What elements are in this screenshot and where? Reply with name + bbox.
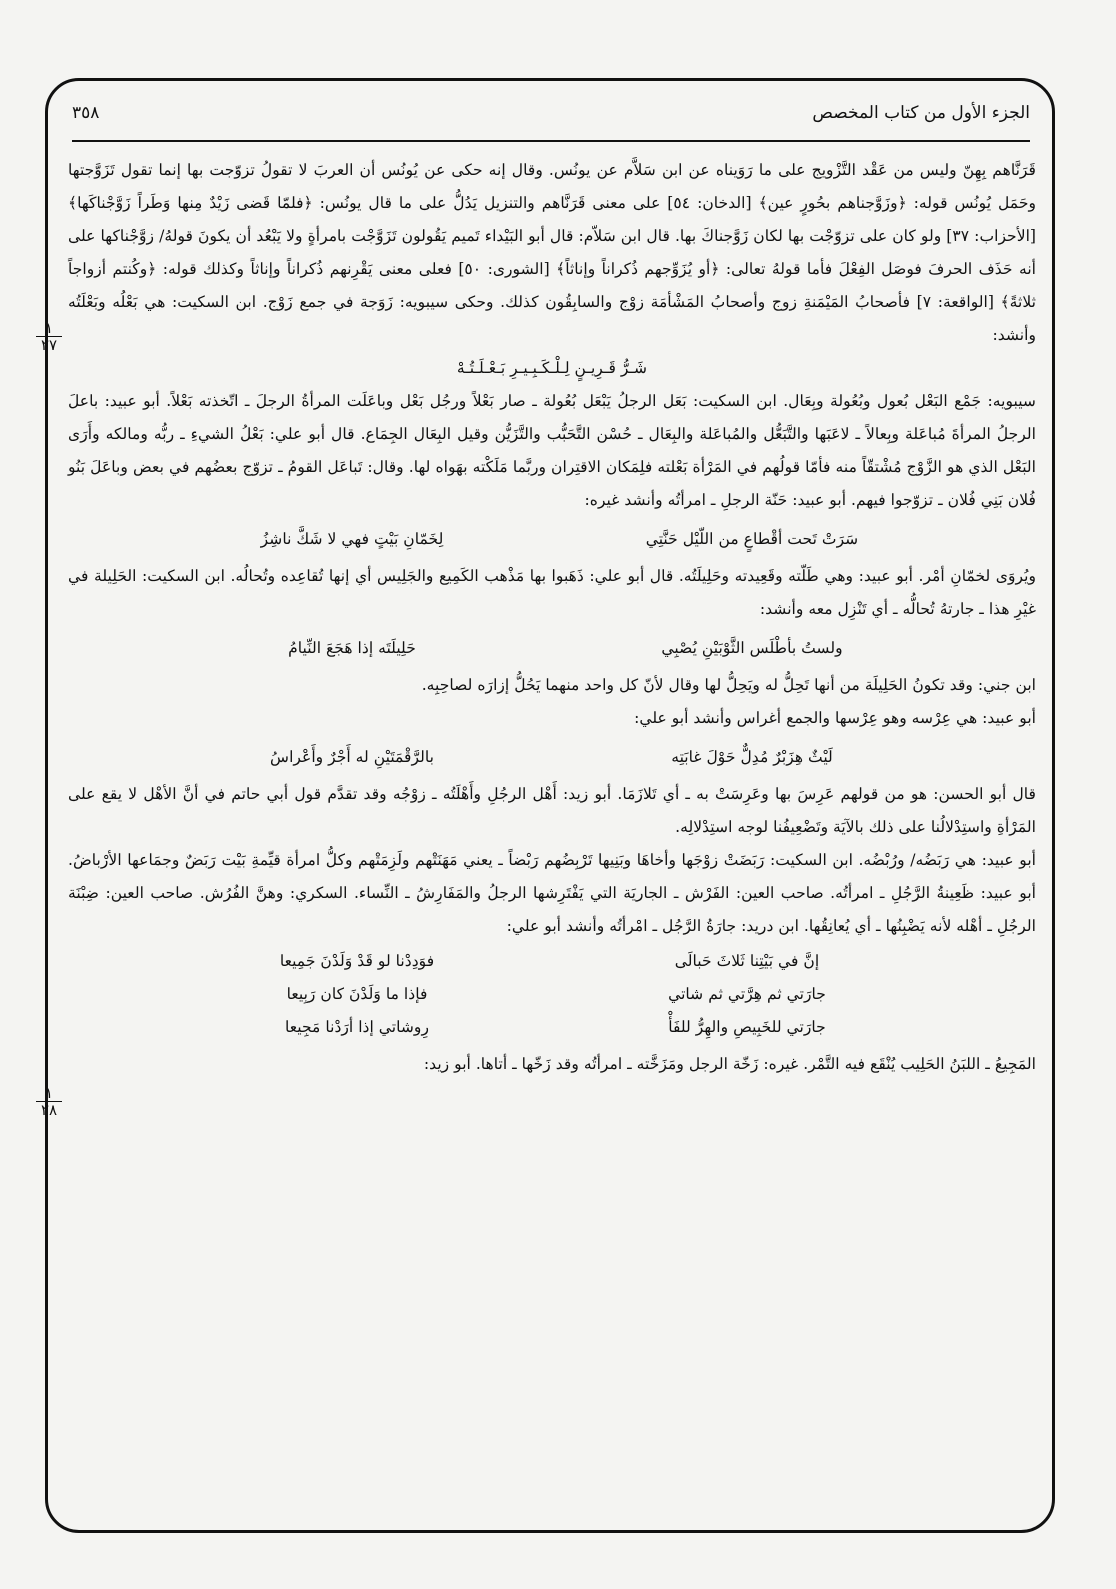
verse-couplet (68, 632, 1036, 665)
verse-line: شَـرُّ قَـرِيـنٍ لِـلْـكَـبِـيـرِ بَـعْـلَـتُـهْ (456, 359, 648, 377)
paragraph: أبو عبيد: هي عِرْسه وهو عِرْسها والجمع أغراس وأنشد أبو علي: (634, 709, 1036, 727)
verse-first-hemistich: جارَتي ثم هِرَّتي ثم شاتي (668, 985, 826, 1003)
verse-couplet (68, 978, 1036, 1011)
margin-folio-27: ١ ٢٧ (36, 320, 62, 353)
book-title: الجزء الأول من كتاب المخصص (812, 103, 1030, 123)
verse-first-hemistich: ولستُ بأطْلَس الثَّوْبَيْنِ يُصْبِي (661, 639, 843, 657)
verse-second-hemistich: فوَدِدْنا لو قَدْ وَلَدْنَ جَمِيعا (279, 952, 435, 970)
verse-second-hemistich: لِخَمّانِ بَيْتٍ فهي لا شَكَّ ناشِزُ (260, 530, 444, 548)
paragraph: ويُروَى لخمّانِ أمْر. أبو عبيد: وهي طَلّته وقَعِيدته وحَلِيلَتُه. قال أبو علي: ذَهَبوا بها مَذْهب الكَمِيع والجَلِيس أي إنها تُقاعِده وتُحالُه. ابن السكيت: الحَلِيلة في غيْرِ هذا ـ جارتهُ تُحالُّه ـ أي تَنْزِل معه وأنشد: (68, 567, 1036, 618)
verse-first-hemistich: إنَّ في بَيْتِنا ثَلاثَ حَبالَى (674, 952, 820, 970)
verse-first-hemistich: لَيْثٌ هِزَبْرٌ مُدِلٌّ حَوْلَ غابَتِه (671, 748, 833, 766)
verse-second-hemistich: فإذا ما وَلَدْنَ كان رَبِيعا (286, 985, 428, 1003)
page-header (72, 96, 1030, 130)
verse-second-hemistich: بالرَّقْمَتَيْنِ له أَجْرٌ وأَعْراسُ (270, 748, 434, 766)
verse-second-hemistich: حَلِيلَتَه إذا هَجَعَ النِّيامُ (288, 639, 416, 657)
paragraph: أبو عبيد: هي رَبَضُه/ ورُبْضُه. ابن السكيت: رَبَضَتْ زوْجَها وأخاهَا وبَنِيها تَرْبِضُهم رَبْضاً ـ يعني مَهَنَتْهم ولَزِمَتْهم وكلُّ امرأة قيِّمةِ بَيْت رَبَضٌ وجمَاعها الأرْباضُ. أبو عبيد: ظَعِينةُ الرَّجُلِ ـ امرأتُه. صاحب العين: الفَرْش ـ الجاريَة التي يَفْتَرِشها الرجلُ والمَفَارِشُ ـ النِّساء. السكري: وهنَّ الفُرُش. صاحب العين: ضِبْنَة الرجُلِ ـ أهْله لأنه يَضْبِنُها ـ أي يُعانِقُها. ابن دريد: جارَةُ الرَّجُل ـ امْرأتُه وأنشد أبو علي: (68, 851, 1036, 935)
verse-couplet (68, 741, 1036, 774)
verse-first-hemistich: سَرَتْ تَحت أقْطاعٍ من اللّيْل حَنَّتِي (645, 530, 859, 548)
paragraph: سيبويه: جَمْع البَعْل بُعول وبُعُولة وبِعَال. ابن السكيت: بَعَل الرجلُ يَبْعَل بُعُولة ـ صار بَعْلاً ورجُل بَعْل وباعَلَت المرأةُ الرجلَ ـ اتّخذته بَعْلاً. أبو عبيد: باعلَ الرجلُ المرأةَ مُباعَلة وبِعالاً ـ لاعَبَها والتَّبَعُّل والمُباعَلة والبِعَال ـ حُسْن التَّحَبُّب والتَّزَيُّن وقيل البِعَال الجِمَاع. قال أبو علي: بَعْلُ الشيءِ ـ ربُّه ومالكه وأَرَى البَعْل الذي هو الزَّوْج مُشْتقّاً منه فأمّا قولُهم في المَرْأة بَعْلته فلِمَكان الاقتِران وربَّما مَلَكْته بهَواه لها. وقال: تَباعَل القومُ ـ تزوّج بعضُهم في بعض وباعَلَ بَنُو فُلان بَنِي فُلان ـ تزوّجوا فيهم. أبو عبيد: حَنّة الرجلِ ـ امرأتُه وأنشد غيره: (68, 392, 1036, 509)
verse-couplet (68, 523, 1036, 556)
paragraph: قَرَنَّاهم بِهِنّ وليس من عَقْد التَّزْويج على ما رَوَيناه عن ابن سَلاَّم عن يونُس. وقال إنه حكى عن يُونُس أن العربَ لا تقولُ تزوّجت بها إنما تقول تَزَوَّجتها وحَمَل يُونُس قوله: ﴿وزَوَّجناهم بحُورٍ عين﴾ [الدخان: ٥٤] على معنى قَرَنَّاهم والتنزيل يَدُلُّ على ما قال يونُس: ﴿فلمّا قَضى زَيْدٌ مِنها وَطَراً زَوَّجْناكَها﴾ [الأحزاب: ٣٧] ولو كان على تزوّجْت بها لكان زَوَّجناكَ بها. قال ابن سَلاّم: قال أبو البَيْداء تَميم يَقُولون تَزَوَّجْت بامرأةٍ ولا يَبْعُد أن يكونَ قولهُ/ زوَّجْناكها على أنه حَذَف الحرفَ فوصَل الفِعْلَ فأما قولهُ تعالى: ﴿أو يُزَوِّجهم ذُكراناً وإناثاً﴾ [الشورى: ٥٠] فعلى معنى يَقْرِنهم ذُكراناً وإناثاً وكذلك قوله: ﴿وكُنتم أزواجاً ثلاثةً﴾ [الواقعة: ٧] فأصحابُ المَيْمَنةِ زوج وأصحابُ المَشْأمَة زوْج والسابِقُون كذلك. وحكى سيبويه: زَوَجة في جمع زَوْج. ابن السكيت: هي بَعْلُه وبَعْلَتُه وأنشد: (68, 161, 1037, 344)
verse-second-hemistich: رِوشاتي إذا أرَدْنا مَجِيعا (285, 1018, 429, 1036)
page-number: ٣٥٨ (72, 103, 100, 123)
page-body (68, 154, 1036, 1081)
verse-first-hemistich: جارَتي للخَبِيصِ والهِرُّ للفَأْ (668, 1018, 826, 1036)
verse-block (68, 945, 1036, 1044)
verse-couplet (68, 945, 1036, 978)
paragraph: قال أبو الحسن: هو من قولهم عَرِسَ بها وعَرِسَتْ به ـ أي تَلازَمَا. أبو زيد: أَهْل الرجُلِ وأَهْلَتُه ـ زوْجُه وقد تقدَّم قول أبي حاتم في أنَّ الأهْل لا يقع على المَرْأةِ واستِدْلالُنا على ذلك بالآيَة وتَضْعِيفُنا لوجه استِدْلالِه. (68, 785, 1036, 836)
verse-couplet (68, 1011, 1036, 1044)
header-rule (72, 140, 1030, 142)
paragraph: المَجِيعُ ـ اللبَنُ الحَلِيب يُنْقَع فيه التَّمْر. غيره: زَخّة الرجل ومَزَخَّته ـ امرأتُه وقد زَخّها ـ أتاها. أبو زيد: (423, 1055, 1036, 1073)
margin-folio-28: ١ ٢٨ (36, 1085, 62, 1118)
paragraph: ابن جني: وقد تكونُ الحَلِيلَة من أنها تَحِلُّ له ويَحِلُّ لها وقال لأنّ كل واحد منهما يَحُلُّ إزارَه لصاحِبِه. (421, 676, 1036, 694)
